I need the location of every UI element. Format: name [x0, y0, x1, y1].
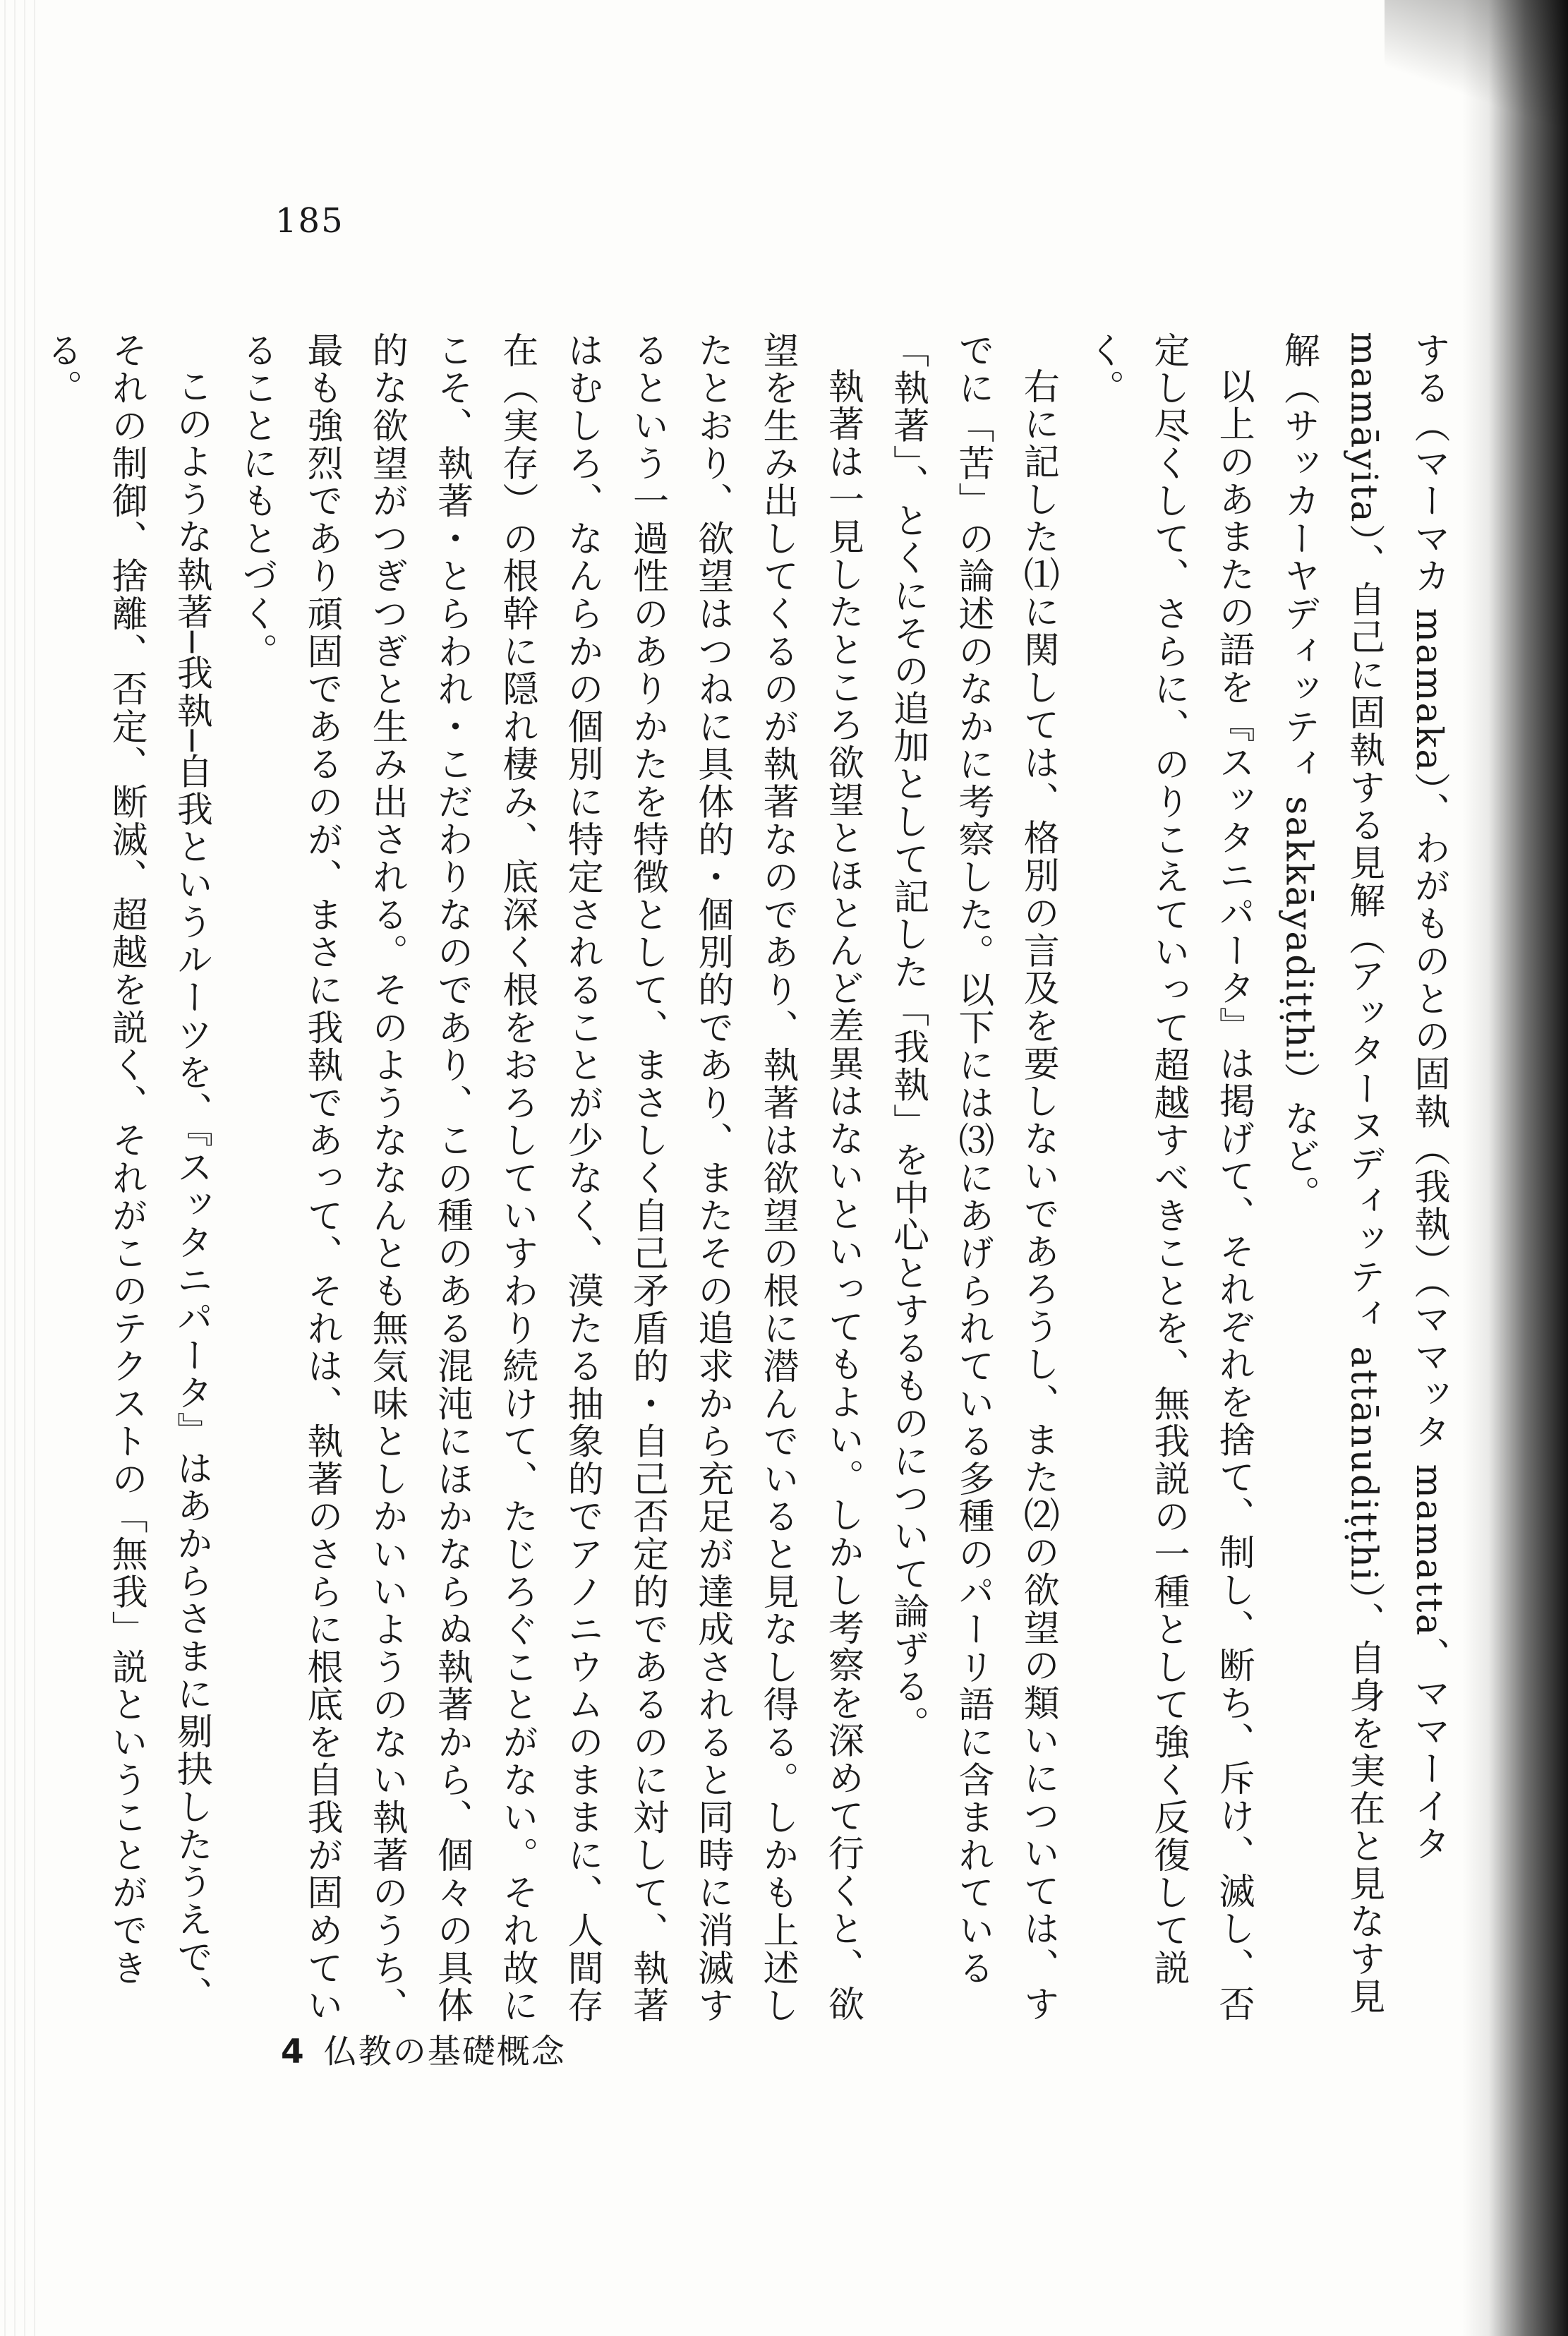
paragraph: する（マーマカ mamaka）、わがものとの固執（我執）（ママッタ mamatta、ママーイタ mamāyita）、自己に固執する見解（アッターヌディッティ attānudiṭṭhi）、自身を実在と見なす見解（サッカーヤディッティ sakkāyadiṭṭhi）など。: [1277, 332, 1449, 2016]
running-footer: [281, 2025, 566, 2073]
corner-shadow: [1385, 0, 1568, 155]
chapter-number: 4: [281, 2033, 306, 2071]
paragraph: このような執著─我執─自我というルーツを、『スッタニパータ』はあからさまに剔抉したうえで、それの制御、捨離、否定、断滅、超越を説く、それがこのテクストの「無我」説ということができる。: [40, 332, 212, 2014]
paragraph: 執著は一見したところ欲望とほとんど差異はないといってもよい。しかし考察を深めて行くと、欲望を生み出してくるのが執著なのであり、執著は欲望の根に潜んでいると見なし得る。しかも上述したとおり、欲望はつねに具体的・個別的であり、またその追求から充足が達成されると同時に消滅するという一過性のありかたを特徴として、まさしく自己矛盾的・自己否定的であるのに対して、執著はむしろ、なんらかの個別に特定されることが少なく、漠たる抽象的でアノニウムのままに、人間存在（実存）の根幹に隠れ棲み、底深く根をおろしていすわり続けて、たじろぐことがない。それ故にこそ、執著・とらわれ・こだわりなのであり、この種のある混沌にほかならぬ執著から、個々の具体的な欲望がつぎつぎと生み出される。そのようななんとも無気味としかいいようのない執著のうち、最も強烈であり頑固であるのが、まさに我執であって、それは、執著のさらに根底を自我が固めていることにもとづく。: [235, 332, 864, 2025]
binding-shadow: [1462, 0, 1568, 2336]
paragraph: 以上のあまたの語を『スッタニパータ』は掲げて、それぞれを捨て、制し、断ち、斥け、滅し、否定し尽くして、さらに、のりこえていって超越すべきことを、無我説の一種として強く反復して説く。: [1082, 332, 1255, 2023]
chapter-title: 仏教の基礎概念: [323, 2033, 566, 2071]
paragraph: 右に記した⑴に関しては、格別の言及を要しないであろうし、また⑵の欲望の類いについては、すでに「苦」の論述のなかに考察した。以下には⑶にあげられている多種のパーリ語に含まれている「執著」、とくにその追加として記した「我執」を中心とするものについて論ずる。: [886, 332, 1059, 2023]
page-number: 185: [275, 201, 344, 241]
body-text: [40, 332, 1461, 2025]
